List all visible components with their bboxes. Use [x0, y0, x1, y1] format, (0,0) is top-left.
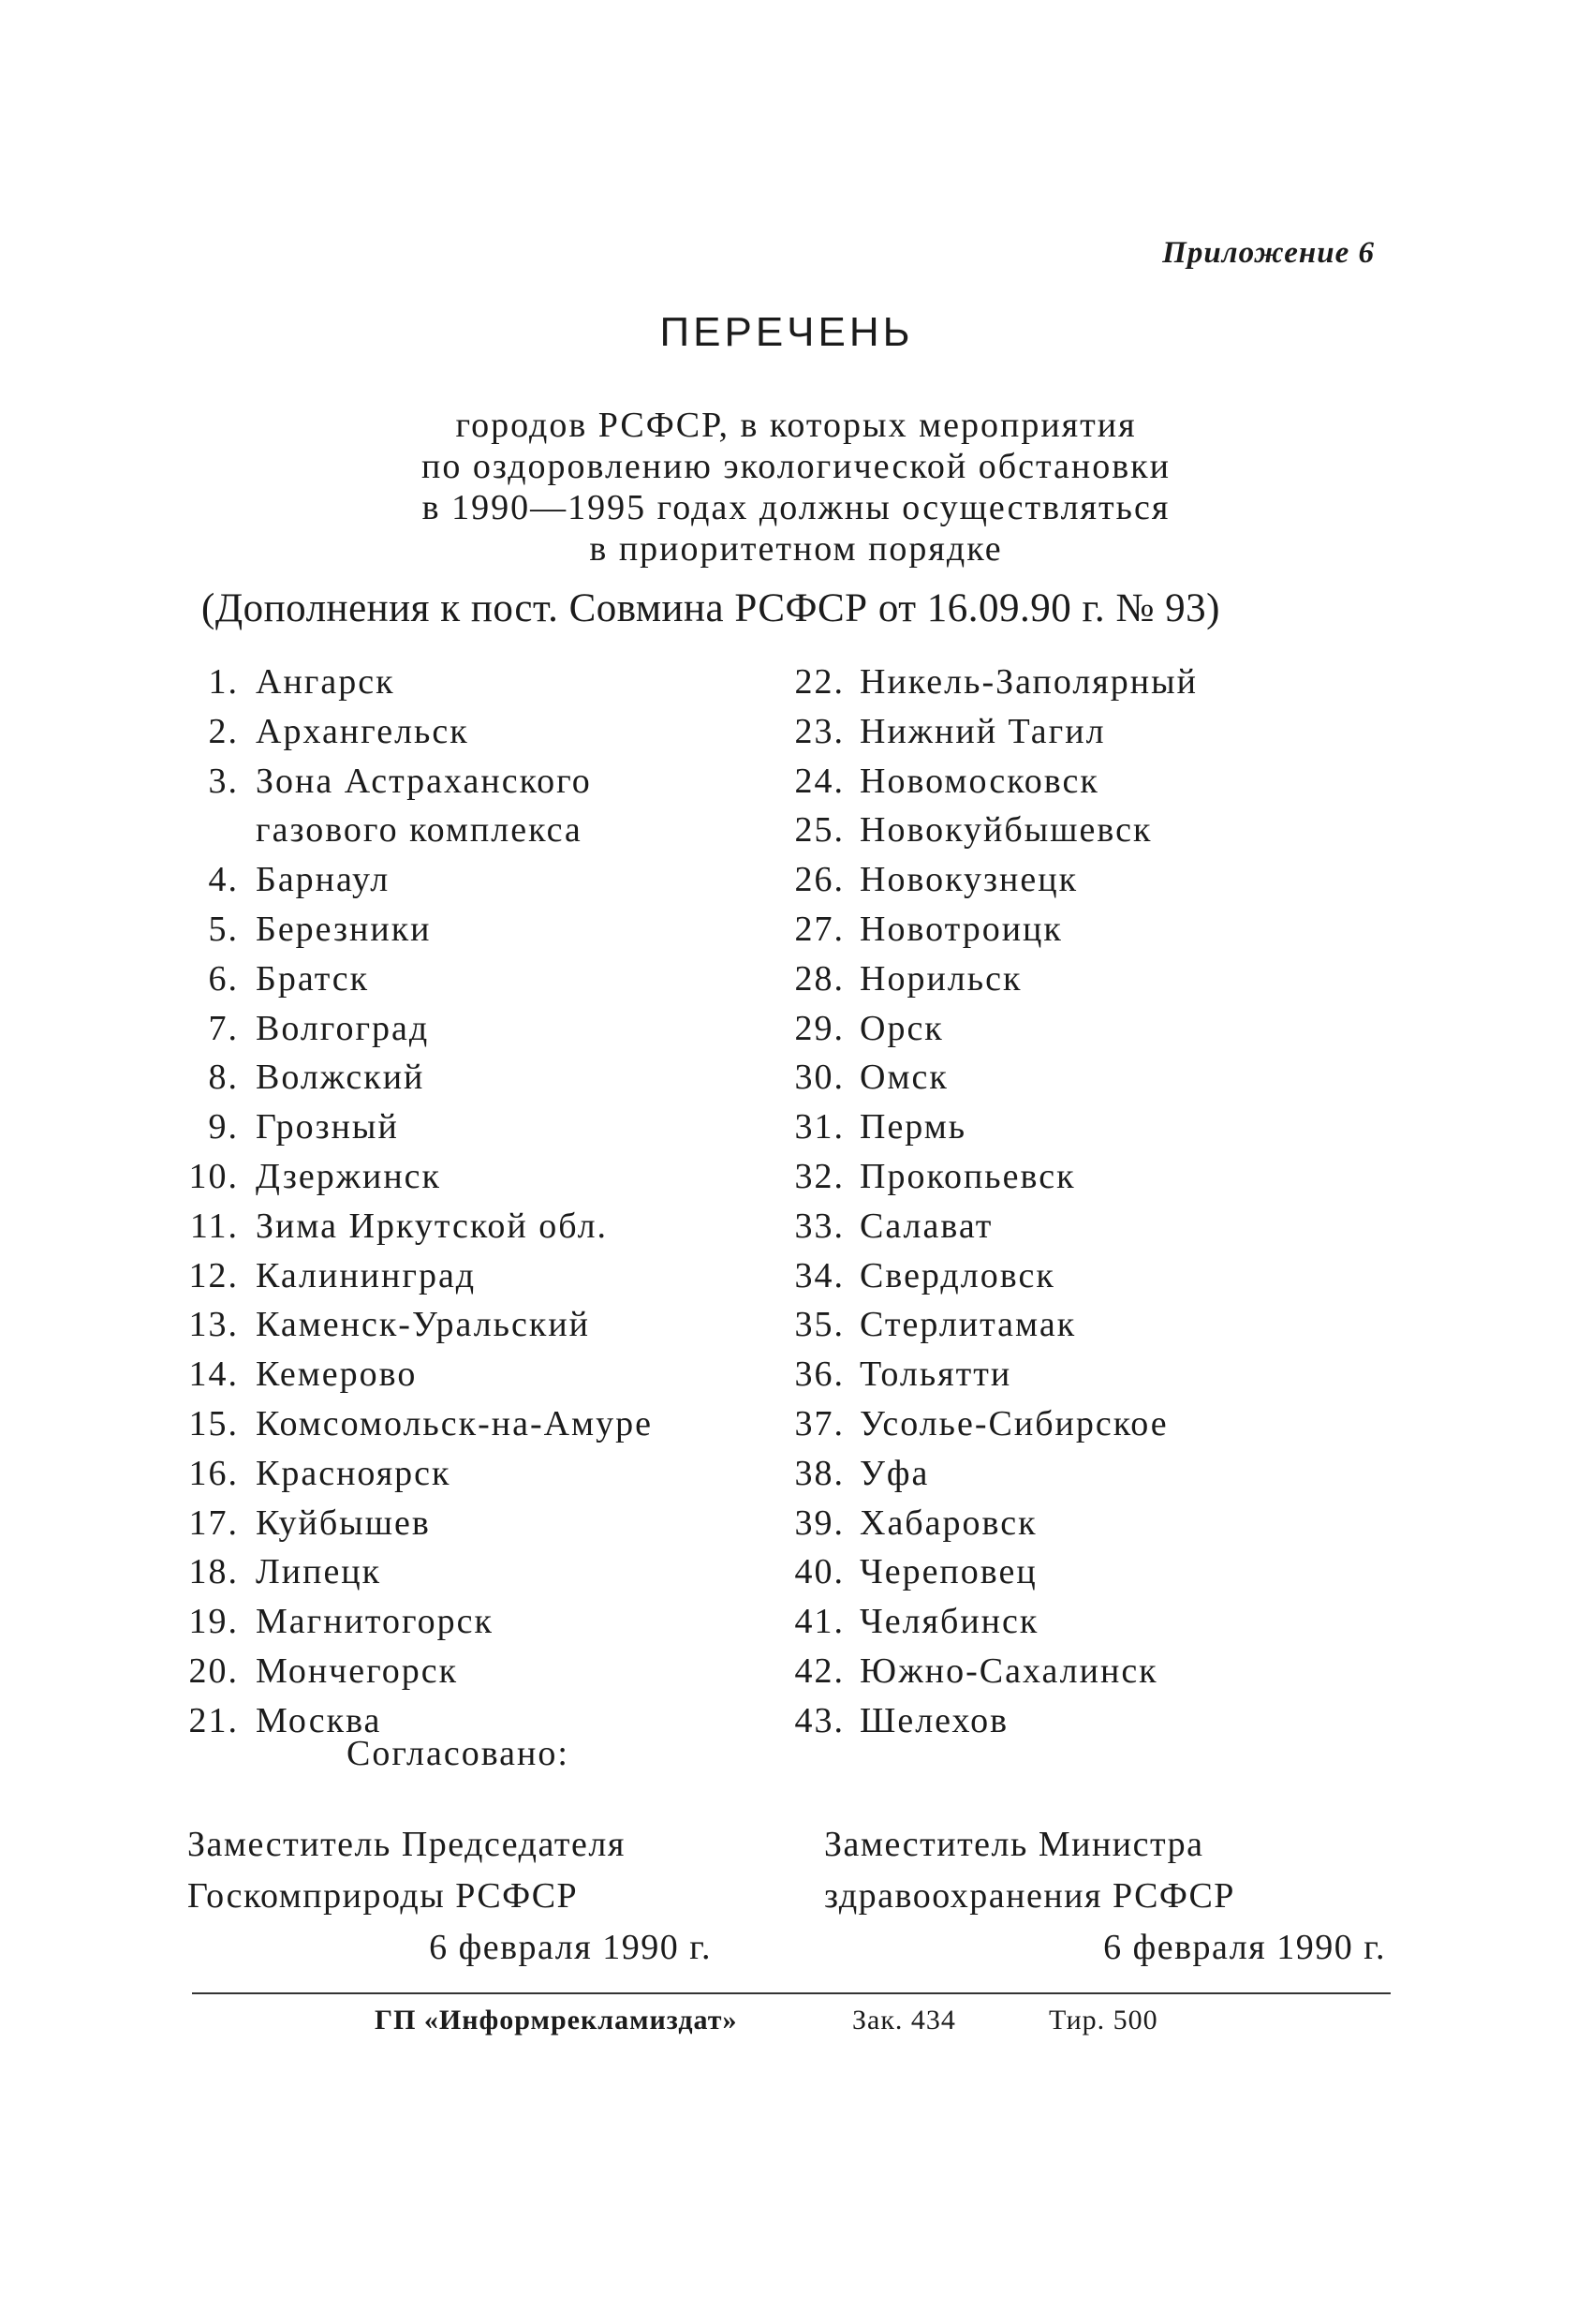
- item-number: 14.: [188, 1354, 239, 1395]
- list-item: [178, 1647, 759, 1696]
- item-number: 31.: [794, 1107, 845, 1147]
- item-number: 15.: [188, 1403, 239, 1443]
- list-item: [768, 1103, 1349, 1152]
- appendix-label: Приложение 6: [1162, 236, 1375, 270]
- item-number: 40.: [794, 1552, 845, 1592]
- signature-position: Заместитель Министра: [824, 1825, 1204, 1864]
- list-item: [768, 1399, 1349, 1449]
- imprint-order: Зак. 434: [852, 2005, 956, 2035]
- list-item: [178, 707, 759, 757]
- item-number: 2.: [208, 711, 239, 751]
- city-name: Красноярск: [256, 1453, 451, 1493]
- subtitle-line: в приоритетном порядке: [589, 529, 1003, 569]
- item-number: 10.: [188, 1156, 239, 1196]
- city-name: Новокузнецк: [860, 860, 1079, 900]
- city-name: Стерлитамак: [860, 1305, 1077, 1345]
- city-name: Усолье-Сибирское: [860, 1403, 1169, 1443]
- city-name: Магнитогорск: [256, 1602, 494, 1642]
- city-name: Каменск-Уральский: [256, 1305, 590, 1345]
- list-item: [768, 1597, 1349, 1647]
- city-name: Новотроицк: [860, 909, 1063, 949]
- city-name: Новокуйбышевск: [860, 810, 1153, 851]
- item-number: 13.: [188, 1305, 239, 1345]
- item-number: 39.: [794, 1502, 845, 1543]
- city-name: Куйбышев: [256, 1502, 431, 1543]
- city-name: Челябинск: [860, 1602, 1039, 1642]
- signature-block-left: [187, 1819, 712, 1974]
- document-subtitle: [0, 405, 1592, 570]
- footer-divider: [192, 1992, 1391, 1994]
- city-name: Салават: [860, 1206, 994, 1246]
- item-number: 33.: [794, 1206, 845, 1246]
- list-item: [178, 1300, 759, 1350]
- city-name: Зима Иркутской обл.: [256, 1206, 609, 1246]
- item-number: 34.: [794, 1255, 845, 1295]
- subtitle-line: городов РСФСР, в которых мероприятия: [455, 406, 1137, 445]
- list-item: [178, 757, 759, 807]
- item-number: 17.: [188, 1502, 239, 1543]
- list-item: [768, 1547, 1349, 1597]
- item-number: 8.: [208, 1058, 239, 1098]
- list-item: [178, 1499, 759, 1548]
- item-number: 23.: [794, 711, 845, 751]
- city-name: Шелехов: [860, 1700, 1010, 1740]
- city-name: Комсомольск-на-Амуре: [256, 1403, 653, 1443]
- city-name: Липецк: [256, 1552, 382, 1592]
- item-number: 18.: [188, 1552, 239, 1592]
- city-list-left: [178, 658, 759, 1746]
- city-name: Братск: [256, 958, 370, 999]
- city-name: Пермь: [860, 1107, 967, 1147]
- item-number: 26.: [794, 860, 845, 900]
- city-name: Омск: [860, 1058, 949, 1098]
- city-name: Тольятти: [860, 1354, 1012, 1395]
- city-name: Барнаул: [256, 860, 391, 900]
- list-item: [178, 1202, 759, 1251]
- list-item: [768, 1449, 1349, 1499]
- item-number: 7.: [208, 1008, 239, 1048]
- city-name: Мончегорск: [256, 1650, 459, 1691]
- city-name: Череповец: [860, 1552, 1038, 1592]
- subtitle-line: по оздоровлению экологической обстановки: [421, 447, 1171, 486]
- item-number: 42.: [794, 1650, 845, 1691]
- city-name: Прокопьевск: [860, 1156, 1076, 1196]
- list-item: [178, 1152, 759, 1202]
- list-item: [178, 905, 759, 955]
- list-item: [768, 1053, 1349, 1103]
- city-name: газового комплекса: [256, 810, 582, 851]
- agreed-label: Согласовано:: [346, 1734, 569, 1773]
- list-item: [768, 1647, 1349, 1696]
- signature-block-right: [824, 1819, 1386, 1974]
- city-name: Березники: [256, 909, 432, 949]
- item-number: 37.: [794, 1403, 845, 1443]
- list-item: [178, 806, 759, 855]
- city-name: Уфа: [860, 1453, 930, 1493]
- subtitle-line: в 1990—1995 годах должны осуществляться: [421, 488, 1171, 527]
- list-item: [768, 806, 1349, 855]
- list-item: [768, 1004, 1349, 1054]
- item-number: 6.: [208, 958, 239, 999]
- item-number: 20.: [188, 1650, 239, 1691]
- list-item: [178, 1053, 759, 1103]
- item-number: 21.: [188, 1700, 239, 1740]
- item-number: 36.: [794, 1354, 845, 1395]
- list-item: [178, 1547, 759, 1597]
- signature-date: 6 февраля 1990 г.: [1103, 1928, 1386, 1967]
- list-item: [178, 1597, 759, 1647]
- list-item: [178, 1449, 759, 1499]
- city-name: Норильск: [860, 958, 1023, 999]
- list-item: [178, 1004, 759, 1054]
- list-item: [768, 757, 1349, 807]
- city-list-right: [768, 658, 1349, 1746]
- item-number: 25.: [794, 810, 845, 851]
- item-number: 19.: [188, 1602, 239, 1642]
- list-item: [768, 1696, 1349, 1746]
- list-item: [768, 955, 1349, 1004]
- list-item: [768, 1152, 1349, 1202]
- item-number: 9.: [208, 1107, 239, 1147]
- city-name: Хабаровск: [860, 1502, 1038, 1543]
- city-name: Волжский: [256, 1058, 425, 1098]
- item-number: 30.: [794, 1058, 845, 1098]
- item-number: 16.: [188, 1453, 239, 1493]
- list-item: [178, 1251, 759, 1301]
- city-name: Орск: [860, 1008, 944, 1048]
- list-item: [178, 855, 759, 905]
- item-number: 43.: [794, 1700, 845, 1740]
- list-item: [768, 1300, 1349, 1350]
- city-name: Новомосковск: [860, 761, 1099, 801]
- item-number: 41.: [794, 1602, 845, 1642]
- city-name: Южно-Сахалинск: [860, 1650, 1158, 1691]
- list-item: [178, 1103, 759, 1152]
- signature-organization: Госкомприроды РСФСР: [187, 1876, 579, 1916]
- city-name: Ангарск: [256, 662, 395, 702]
- city-name: Нижний Тагил: [860, 711, 1106, 751]
- addendum-reference: (Дополнения к пост. Совмина РСФСР от 16.09.90 г. № 93): [201, 586, 1220, 630]
- item-number: 3.: [208, 761, 239, 801]
- item-number: 4.: [208, 860, 239, 900]
- list-item: [768, 855, 1349, 905]
- signature-organization: здравоохранения РСФСР: [824, 1876, 1235, 1916]
- list-item: [178, 1399, 759, 1449]
- city-name: Свердловск: [860, 1255, 1055, 1295]
- list-item: [768, 1251, 1349, 1301]
- list-item: [768, 1499, 1349, 1548]
- signature-date: 6 февраля 1990 г.: [429, 1928, 712, 1967]
- imprint-publisher: ГП «Информрекламиздат»: [375, 2005, 738, 2035]
- item-number: 11.: [189, 1206, 239, 1246]
- item-number: 28.: [794, 958, 845, 999]
- city-name: Калининград: [256, 1255, 477, 1295]
- city-name: Москва: [256, 1700, 382, 1740]
- list-item: [768, 1350, 1349, 1399]
- imprint-print-run: Тир. 500: [1049, 2005, 1158, 2035]
- list-item: [768, 658, 1349, 707]
- city-name: Никель-Заполярный: [860, 662, 1198, 702]
- list-item: [178, 955, 759, 1004]
- city-name: Кемерово: [256, 1354, 418, 1395]
- document-title: ПЕРЕЧЕНЬ: [659, 309, 914, 355]
- item-number: 38.: [794, 1453, 845, 1493]
- list-item: [178, 658, 759, 707]
- list-item: [768, 905, 1349, 955]
- item-number: 29.: [794, 1008, 845, 1048]
- item-number: 5.: [208, 909, 239, 949]
- city-name: Волгоград: [256, 1008, 430, 1048]
- list-item: [768, 1202, 1349, 1251]
- item-number: 32.: [794, 1156, 845, 1196]
- item-number: 27.: [794, 909, 845, 949]
- signature-position: Заместитель Председателя: [187, 1825, 626, 1864]
- list-item: [178, 1350, 759, 1399]
- city-name: Дзержинск: [256, 1156, 441, 1196]
- item-number: 22.: [794, 662, 845, 702]
- city-name: Грозный: [256, 1107, 399, 1147]
- item-number: 35.: [794, 1305, 845, 1345]
- item-number: 1.: [208, 662, 239, 702]
- item-number: 12.: [188, 1255, 239, 1295]
- city-name: Архангельск: [256, 711, 469, 751]
- city-name: Зона Астраханского: [256, 761, 592, 801]
- list-item: [768, 707, 1349, 757]
- item-number: 24.: [794, 761, 845, 801]
